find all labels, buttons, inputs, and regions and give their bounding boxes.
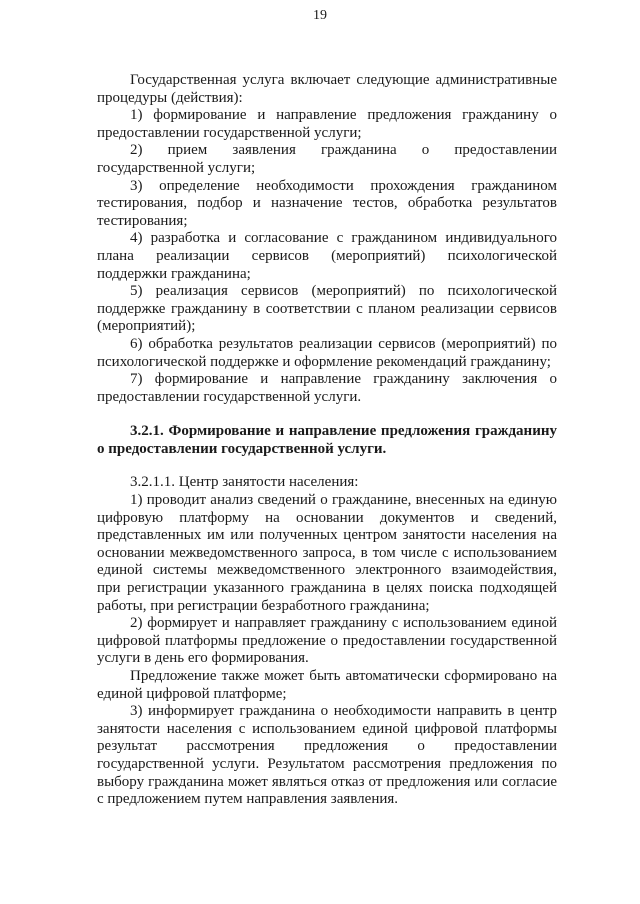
procedures-intro: Государственная услуга включает следующие административные процедуры (действия): xyxy=(97,72,557,106)
subsection-item-2: 2) формирует и направляет гражданину с использованием единой цифровой платформы предложение о предоставлении государственной услуги в день его формирования. xyxy=(97,615,557,667)
procedure-item-6: 6) обработка результатов реализации сервисов (мероприятий) по психологической поддержке и оформление рекомендаций гражданину; xyxy=(97,335,557,370)
procedure-item-1: 1) формирование и направление предложения гражданину о предоставлении государственной услуги; xyxy=(97,107,557,141)
document-body xyxy=(97,72,557,809)
procedure-item-5: 5) реализация сервисов (мероприятий) по психологической поддержке гражданину в соответствии с планом реализации сервисов (мероприятий); xyxy=(97,283,557,335)
procedure-item-2: 2) прием заявления гражданина о предоставлении государственной услуги; xyxy=(97,142,557,176)
procedure-item-4: 4) разработка и согласование с гражданином индивидуального плана реализации сервисов (мероприятий) психологической поддержки гражданина; xyxy=(97,230,557,282)
subsection-item-3: 3) информирует гражданина о необходимости направить в центр занятости населения с использованием единой цифровой платформы результат рассмотрения предложения о предоставлении государственной услуги. Результатом рассмотрения предложения по выбору гражданина может являться отказ от предложения или согласие с предложением путем направления заявления. xyxy=(97,703,557,808)
section-heading: 3.2.1. Формирование и направление предложения гражданину о предоставлении государственной услуги. xyxy=(97,423,557,457)
subsection-title: 3.2.1.1. Центр занятости населения: xyxy=(130,474,359,491)
subsection-item-1: 1) проводит анализ сведений о гражданине, внесенных на единую цифровую платформу на основании документов и сведений, представленных им или полученных центром занятости населения на основании межведомственного запроса, в том числе с использованием единой системы межведомственного электронного взаимодействия, при регистрации указанного гражданина в целях поиска подходящей работы, при регистрации безработного гражданина; xyxy=(97,492,557,614)
procedure-item-3: 3) определение необходимости прохождения гражданином тестирования, подбор и назначение тестов, обработка результатов тестирования; xyxy=(97,177,557,229)
subsection-note: Предложение также может быть автоматически сформировано на единой цифровой платформе; xyxy=(97,668,557,702)
procedure-item-7: 7) формирование и направление гражданину заключения о предоставлении государственной услуги. xyxy=(97,371,557,405)
page-number: 19 xyxy=(313,8,327,23)
